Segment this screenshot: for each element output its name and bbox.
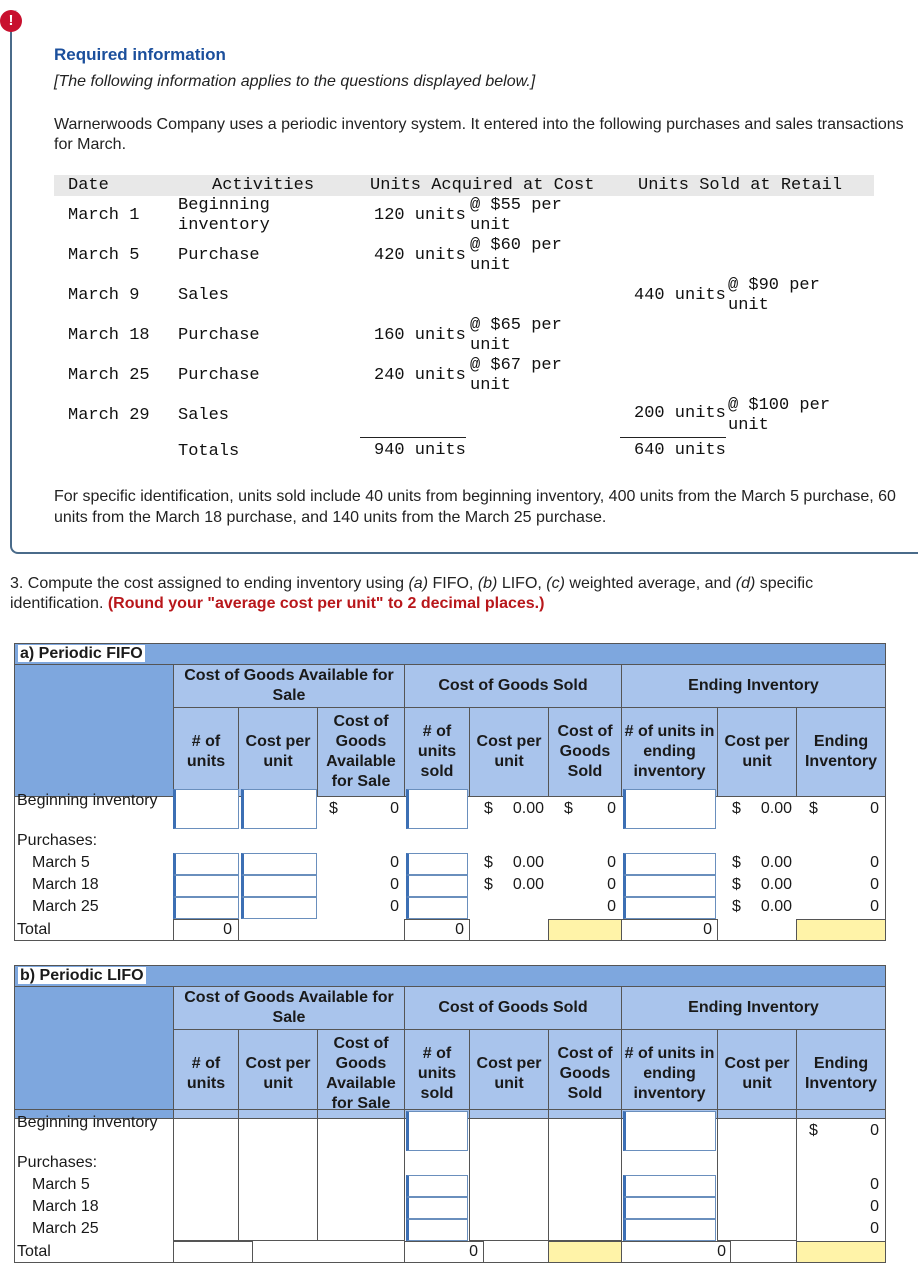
rounding-instruction: (Round your "average cost per unit" to 2 decimal places.) — [107, 595, 545, 612]
header-acquired: Units Acquired at Cost — [370, 176, 595, 195]
fifo-beg-ending-units-input[interactable] — [623, 789, 716, 829]
header-date: Date — [68, 176, 109, 195]
fifo-sub-units-sold: # of units sold — [404, 707, 470, 797]
fifo-m5-avail-value: 0 — [390, 854, 399, 871]
question-number: 3. — [10, 575, 24, 592]
lifo-header-ending: Ending Inventory — [621, 986, 886, 1030]
lifo-total-ending-units-value: 0 — [717, 1243, 726, 1260]
fifo-sub-cost-avail: Cost of Goods Available for Sale — [317, 707, 405, 797]
row-acq-price: @ $60 per — [470, 236, 562, 255]
fifo-m25-cogs-value: 0 — [607, 898, 616, 915]
fifo-total-sold-value: 0 — [455, 921, 464, 938]
fifo-beg-units-input[interactable] — [173, 789, 239, 829]
fifo-m18-sold-input[interactable] — [406, 875, 468, 897]
lifo-label-purchases: Purchases: — [17, 1154, 98, 1171]
row-acq-units: 420 units — [374, 246, 466, 265]
row-activity: Beginning — [178, 196, 270, 215]
lifo-sub-num-units: # of units — [173, 1029, 239, 1119]
fifo-m5-cps-dollar: $ — [484, 854, 493, 871]
fifo-beg-cpe-dollar: $ — [732, 800, 741, 817]
row-sold-unit: unit — [728, 296, 769, 315]
question-si: specific identification. — [10, 575, 814, 612]
lifo-sub-cost-avail: Cost of Goods Available for Sale — [317, 1029, 405, 1119]
fifo-total-cogs-cell — [548, 919, 622, 941]
lifo-m18-ei-value: 0 — [870, 1198, 879, 1215]
lifo-label-march5: March 5 — [32, 1176, 90, 1193]
question-3 — [10, 574, 900, 614]
fifo-label-beginning: Beginning inventory — [17, 792, 158, 809]
lifo-col-cpu — [238, 1109, 318, 1241]
fifo-m18-ei-value: 0 — [870, 876, 879, 893]
fifo-m25-avail-value: 0 — [390, 898, 399, 915]
fifo-m25-ending-units-input[interactable] — [623, 897, 716, 919]
lifo-header-label-area — [14, 986, 174, 1119]
question-lifo: LIFO, — [497, 575, 547, 592]
fifo-m5-cogs-value: 0 — [607, 854, 616, 871]
lifo-total-sold-value: 0 — [469, 1243, 478, 1260]
lifo-total-cogs-cell — [548, 1241, 622, 1263]
fifo-header-cogs: Cost of Goods Sold — [404, 664, 622, 708]
row-sold-units: 440 units — [634, 286, 726, 305]
row-activity: Purchase — [178, 366, 260, 385]
fifo-sub-units-ending: # of units in ending inventory — [621, 707, 718, 797]
lifo-label-beginning: Beginning inventory — [17, 1114, 158, 1131]
lifo-sub-units-ending: # of units in ending inventory — [621, 1029, 718, 1119]
fifo-m25-cpe-value: 0.00 — [760, 898, 792, 915]
lifo-header-cogs: Cost of Goods Sold — [404, 986, 622, 1030]
fifo-beg-ei-value: 0 — [870, 800, 879, 817]
lifo-sub-cost-sold: Cost of Goods Sold — [548, 1029, 622, 1119]
fifo-sub-cost-per-unit: Cost per unit — [238, 707, 318, 797]
row-acq-price: @ $65 per — [470, 316, 562, 335]
lifo-beg-ei-value: 0 — [870, 1122, 879, 1139]
fifo-m25-cost-input[interactable] — [241, 897, 317, 919]
lifo-col-units — [173, 1109, 239, 1241]
row-date: March 25 — [68, 366, 150, 385]
fifo-beg-cost-input[interactable] — [241, 789, 317, 829]
fifo-m25-units-input[interactable] — [173, 897, 239, 919]
alert-icon: ! — [0, 10, 22, 32]
row-acq-unit: unit — [470, 336, 511, 355]
row-sold-unit: unit — [728, 416, 769, 435]
row-activity: Sales — [178, 406, 230, 425]
row-acq-units: 120 units — [374, 206, 466, 225]
question-part-b: (b) — [477, 575, 498, 592]
row-date: March 1 — [68, 206, 140, 225]
fifo-total-ei-cell — [796, 919, 886, 941]
lifo-m5-sold-input[interactable] — [406, 1175, 468, 1197]
fifo-sub-ending-inv: Ending Inventory — [796, 707, 886, 797]
row-activity: Purchase — [178, 326, 260, 345]
fifo-m25-ei-value: 0 — [870, 898, 879, 915]
fifo-m18-cpe-value: 0.00 — [760, 876, 792, 893]
fifo-label-march25: March 25 — [32, 898, 99, 915]
fifo-m18-cogs-value: 0 — [607, 876, 616, 893]
lifo-m25-ei-value: 0 — [870, 1220, 879, 1237]
fifo-m5-cpe-dollar: $ — [732, 854, 741, 871]
row-date: March 29 — [68, 406, 150, 425]
fifo-m18-cpe-dollar: $ — [732, 876, 741, 893]
fifo-label-total: Total — [17, 921, 51, 938]
lifo-m18-sold-input[interactable] — [406, 1197, 468, 1219]
question-part-c: (c) — [546, 575, 565, 592]
lifo-col-cogs — [548, 1109, 622, 1241]
fifo-sub-cost-per-unit-ending: Cost per unit — [717, 707, 797, 797]
lifo-beg-ei-dollar: $ — [809, 1122, 818, 1139]
fifo-header-ending: Ending Inventory — [621, 664, 886, 708]
fifo-beg-cps-dollar: $ — [484, 800, 493, 817]
fifo-section — [14, 643, 886, 943]
totals-sold: 640 units — [620, 437, 726, 460]
row-activity: Sales — [178, 286, 230, 305]
fifo-title — [14, 643, 886, 665]
lifo-sub-cost-per-unit-sold: Cost per unit — [469, 1029, 549, 1119]
fifo-sub-num-units: # of units — [173, 707, 239, 797]
fifo-m5-units-input[interactable] — [173, 853, 239, 875]
fifo-label-march18: March 18 — [32, 876, 99, 893]
lifo-m25-sold-input[interactable] — [406, 1219, 468, 1241]
lifo-beg-sold-input[interactable] — [406, 1111, 468, 1151]
fifo-m18-cps-dollar: $ — [484, 876, 493, 893]
row-acq-units: 240 units — [374, 366, 466, 385]
fifo-label-purchases: Purchases: — [17, 832, 98, 849]
fifo-total-units-value: 0 — [223, 921, 232, 938]
specific-identification-note: For specific identification, units sold include 40 units from beginning inventory, 400 units from the March 5 purchase, 60 units from the March 18 purchase, and 140 units from the March 25 purchase. — [54, 488, 896, 526]
row-acq-unit: unit — [470, 216, 511, 235]
fifo-title-text: a) Periodic FIFO — [20, 645, 143, 662]
question-fifo: FIFO, — [428, 575, 478, 592]
header-sold: Units Sold at Retail — [638, 176, 843, 195]
row-activity-cont: inventory — [178, 216, 270, 235]
row-activity: Purchase — [178, 246, 260, 265]
row-acq-price: @ $67 per — [470, 356, 562, 375]
intro-text: Warnerwoods Company uses a periodic inventory system. It entered into the following purchases and sales transactions for March. — [54, 116, 904, 153]
header-activities: Activities — [212, 176, 315, 195]
fifo-beg-sold-input[interactable] — [406, 789, 468, 829]
fifo-m18-units-input[interactable] — [173, 875, 239, 897]
lifo-total-ei-cell — [796, 1241, 886, 1263]
lifo-sub-cost-per-unit: Cost per unit — [238, 1029, 318, 1119]
lifo-sub-units-sold: # of units sold — [404, 1029, 470, 1119]
lifo-m25-ending-units-input[interactable] — [623, 1219, 716, 1241]
fifo-beg-cpe-value: 0.00 — [760, 800, 792, 817]
row-acq-units: 160 units — [374, 326, 466, 345]
fifo-m18-ending-units-input[interactable] — [623, 875, 716, 897]
lifo-title-text: b) Periodic LIFO — [20, 967, 144, 984]
fifo-sub-cost-per-unit-sold: Cost per unit — [469, 707, 549, 797]
question-part-a: (a) — [408, 575, 429, 592]
lifo-m5-ending-units-input[interactable] — [623, 1175, 716, 1197]
lifo-m5-ei-value: 0 — [870, 1176, 879, 1193]
row-date: March 9 — [68, 286, 140, 305]
required-info-title: Required information — [54, 45, 226, 64]
lifo-m18-ending-units-input[interactable] — [623, 1197, 716, 1219]
totals-label: Totals — [178, 442, 240, 461]
lifo-label-march18: March 18 — [32, 1198, 99, 1215]
fifo-m5-sold-input[interactable] — [406, 853, 468, 875]
fifo-beg-cogs-dollar: $ — [564, 800, 573, 817]
lifo-label-march25: March 25 — [32, 1220, 99, 1237]
row-date: March 18 — [68, 326, 150, 345]
row-sold-price: @ $100 per — [728, 396, 831, 415]
fifo-m25-cpe-dollar: $ — [732, 898, 741, 915]
question-text: Compute the cost assigned to ending inventory using — [23, 575, 409, 592]
fifo-beg-cogs-value: 0 — [607, 800, 616, 817]
row-date: March 5 — [68, 246, 140, 265]
fifo-m25-sold-input[interactable] — [406, 897, 468, 919]
fifo-m5-cost-input[interactable] — [241, 853, 317, 875]
fifo-label-march5: March 5 — [32, 854, 90, 871]
fifo-m5-cps-value: 0.00 — [512, 854, 544, 871]
fifo-beg-ei-dollar: $ — [809, 800, 818, 817]
fifo-beg-cps-value: 0.00 — [512, 800, 544, 817]
row-acq-price: @ $55 per — [470, 196, 562, 215]
fifo-header-label-area — [14, 664, 174, 797]
fifo-m18-cps-value: 0.00 — [512, 876, 544, 893]
fifo-m5-cpe-value: 0.00 — [760, 854, 792, 871]
lifo-total-units — [173, 1241, 253, 1263]
question-wa: weighted average, and — [564, 575, 736, 592]
lifo-label-total: Total — [17, 1243, 51, 1260]
row-sold-units: 200 units — [634, 404, 726, 423]
lifo-beg-ending-units-input[interactable] — [623, 1111, 716, 1151]
lifo-col-avail — [317, 1109, 405, 1241]
fifo-header-cogafs: Cost of Goods Available for Sale — [173, 664, 405, 708]
required-info-subtitle: [The following information applies to the questions displayed below.] — [54, 73, 536, 90]
lifo-sub-cost-per-unit-ending: Cost per unit — [717, 1029, 797, 1119]
fifo-m18-avail-value: 0 — [390, 876, 399, 893]
fifo-m5-ei-value: 0 — [870, 854, 879, 871]
row-acq-unit: unit — [470, 376, 511, 395]
fifo-m18-cost-input[interactable] — [241, 875, 317, 897]
fifo-beg-avail-dollar: $ — [329, 800, 338, 817]
lifo-section — [14, 965, 886, 1265]
lifo-col-cps — [469, 1109, 549, 1241]
row-sold-price: @ $90 per — [728, 276, 820, 295]
lifo-header-cogafs: Cost of Goods Available for Sale — [173, 986, 405, 1030]
question-part-d: (d) — [735, 575, 756, 592]
lifo-sub-ending-inv: Ending Inventory — [796, 1029, 886, 1119]
row-acq-unit: unit — [470, 256, 511, 275]
fifo-total-ending-units-value: 0 — [703, 921, 712, 938]
fifo-sub-cost-sold: Cost of Goods Sold — [548, 707, 622, 797]
totals-acquired: 940 units — [360, 437, 466, 460]
lifo-col-cpe — [717, 1109, 797, 1241]
fifo-m5-ending-units-input[interactable] — [623, 853, 716, 875]
lifo-title — [14, 965, 886, 987]
fifo-beg-avail-value: 0 — [390, 800, 399, 817]
